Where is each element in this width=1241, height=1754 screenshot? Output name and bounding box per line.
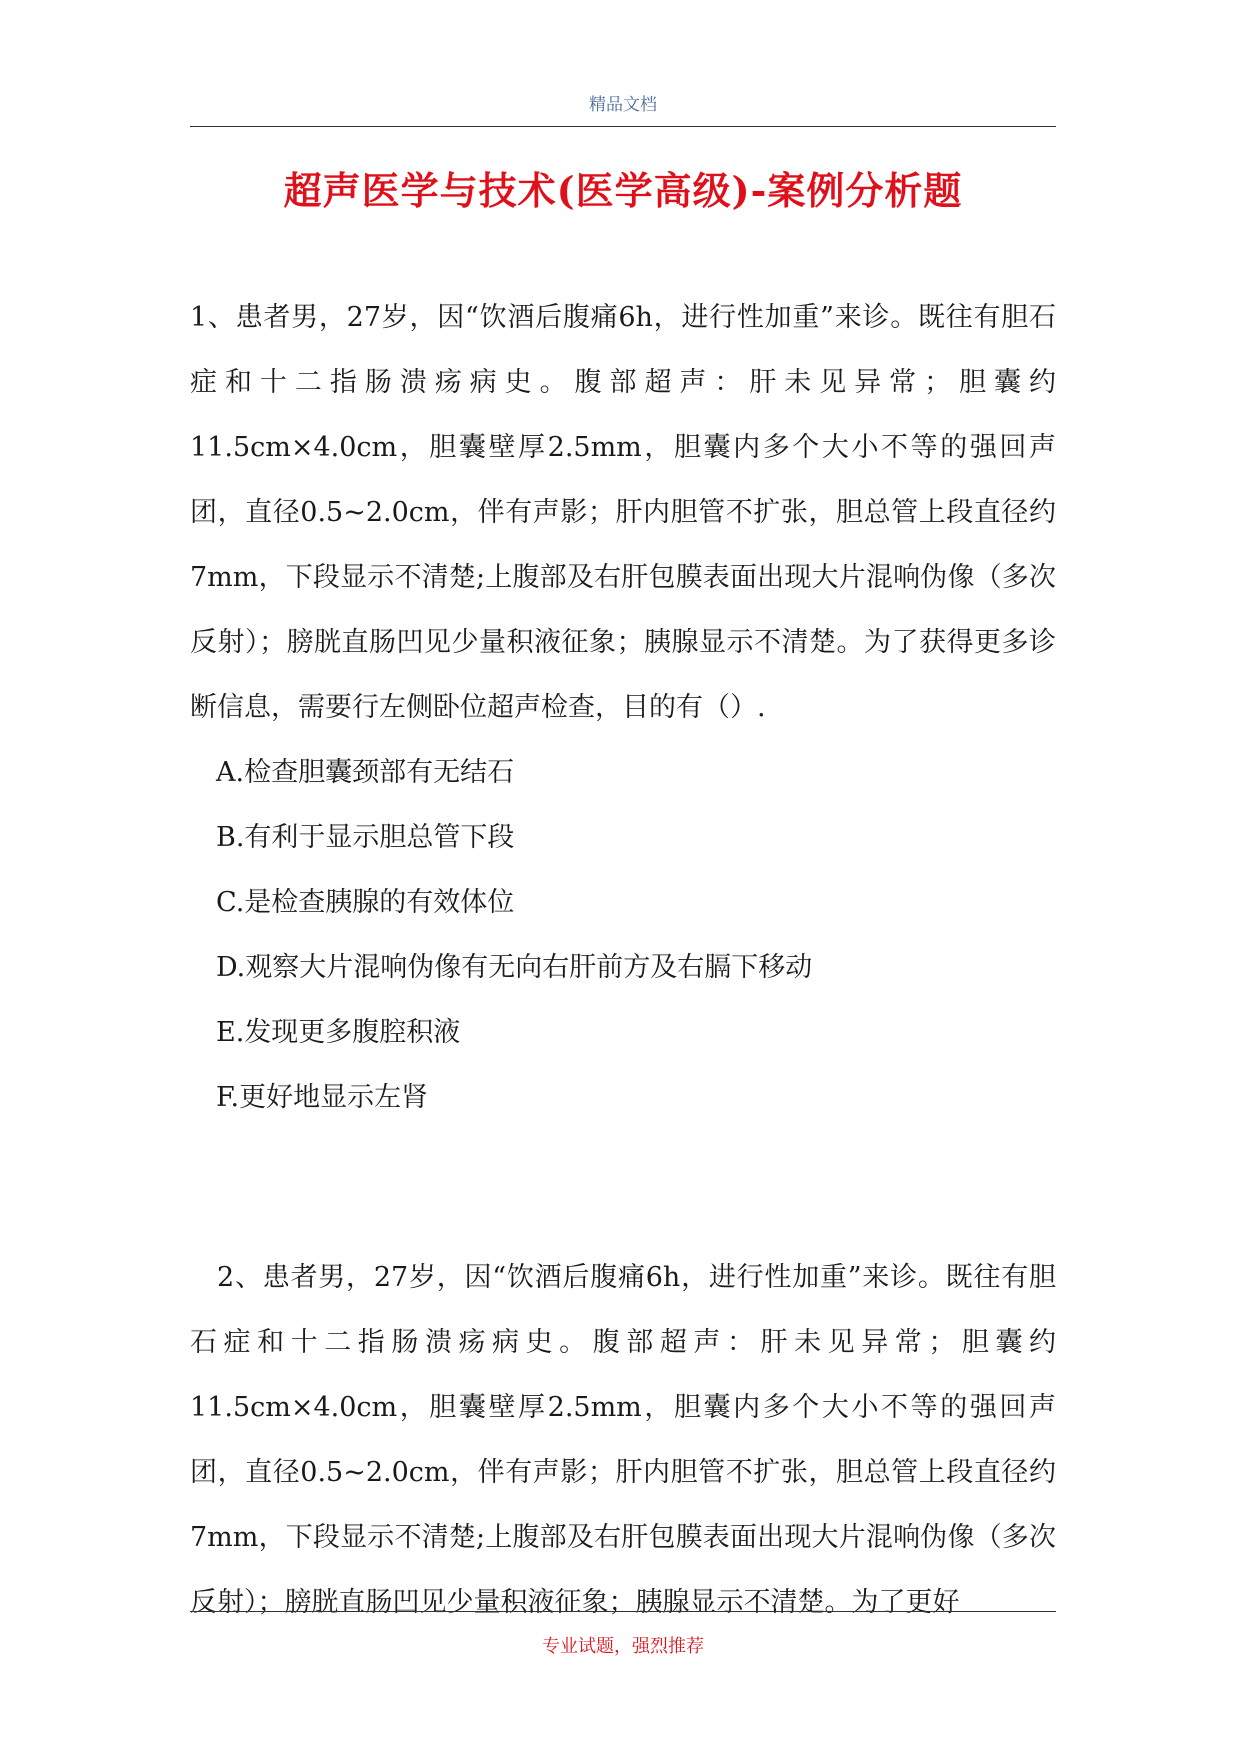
footer-divider <box>190 1611 1056 1612</box>
option-c: C.是检查胰腺的有效体位 <box>216 887 515 918</box>
document-title: 超声医学与技术(医学高级)-案例分析题 <box>283 168 963 213</box>
question-1-text: 1、患者男，27岁，因“饮酒后腹痛6h，进行性加重”来诊。既往有胆石症和十二指肠溃疡病史。腹部超声：肝未见异常；胆囊约11.5cm×4.0cm，胆囊壁厚2.5mm，胆囊内多个大小不等的强回声团，直径0.5~2.0cm，伴有声影；肝内胆管不扩张，胆总管上段直径约7mm，下段显示不清楚;上腹部及右肝包膜表面出现大片混响伪像（多次反射）；膀胱直肠凹见少量积液征象；胰腺显示不清楚。为了获得更多诊断信息，需要行左侧卧位超声检查，目的有（）. <box>190 302 1056 723</box>
page-header: 精品文档 <box>589 95 657 115</box>
document-body <box>190 285 1056 1635</box>
option-e: E.发现更多腹腔积液 <box>216 1017 461 1048</box>
page-footer: 专业试题，强烈推荐 <box>542 1636 704 1657</box>
option-d: D.观察大片混响伪像有无向右肝前方及右膈下移动 <box>216 952 813 983</box>
option-f: F.更好地显示左肾 <box>216 1082 429 1113</box>
question-1-options <box>190 740 1056 1130</box>
option-b: B.有利于显示胆总管下段 <box>216 822 515 853</box>
question-2-text: 2、患者男，27岁，因“饮酒后腹痛6h，进行性加重”来诊。既往有胆石症和十二指肠溃疡病史。腹部超声：肝未见异常；胆囊约11.5cm×4.0cm，胆囊壁厚2.5mm，胆囊内多个大小不等的强回声团，直径0.5~2.0cm，伴有声影；肝内胆管不扩张，胆总管上段直径约7mm，下段显示不清楚;上腹部及右肝包膜表面出现大片混响伪像（多次反射）；膀胱直肠凹见少量积液征象；胰腺显示不清楚。为了更好 <box>190 1262 1056 1618</box>
option-a: A.检查胆囊颈部有无结石 <box>216 757 515 788</box>
header-divider <box>190 126 1056 127</box>
question-2 <box>190 1245 1056 1635</box>
question-1 <box>190 285 1056 1130</box>
